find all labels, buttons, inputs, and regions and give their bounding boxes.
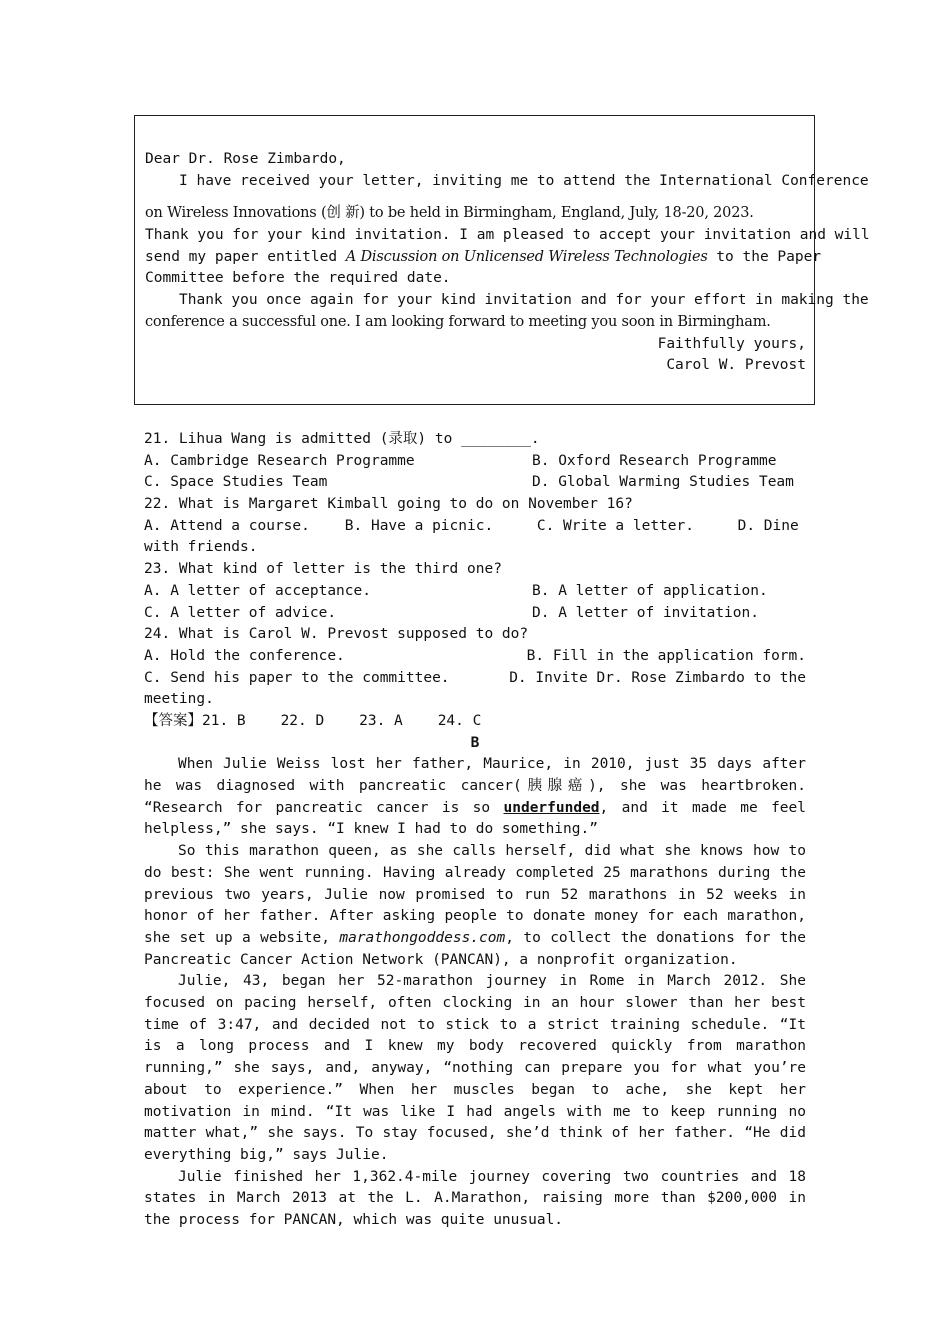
paper-title: A Discussion on Unlicensed Wireless Technologies	[345, 248, 708, 265]
passage-paragraph-4: Julie finished her 1,362.4-mile journey covering two countries and 18 states in March 2013 at the L. A.Marathon, raising more than $200,000 in the process for PANCAN, which was quite unusual.	[144, 1168, 806, 1229]
option-d: D. Global Warming Studies Team	[532, 474, 794, 491]
letter-box	[134, 115, 870, 405]
option-d: D. Invite Dr. Rose Zimbardo to the	[509, 669, 806, 686]
question-24-options-cont: meeting.	[144, 691, 214, 708]
letter-line: on Wireless Innovations (创 新) to be held in Birmingham, England, July, 18-20, 2023.	[145, 205, 754, 222]
letter-line: I have received your letter, inviting me to attend the International Conference	[179, 172, 869, 189]
option-row	[144, 668, 806, 690]
passage-text: , and it made me feel helpless,” she says. “I knew I had to do something.”	[144, 799, 806, 838]
question-21: 21. Lihua Wang is admitted (录取) to ________.	[144, 431, 540, 447]
option-a: A. Cambridge Research Programme	[144, 452, 415, 469]
option-b: B. A letter of application.	[532, 582, 768, 599]
letter-line: Thank you once again for your kind invitation and for your effort in making the	[179, 292, 869, 309]
passage-text: When Julie Weiss lost her father, Maurice, in 2010, just 35 days after he was diagnosed with pancreatic cancer(胰腺癌), she was heartbroken. “Research for pancreatic cancer is so	[144, 756, 806, 816]
letter-line: conference a successful one. I am looking forward to meeting you soon in Birmingham.	[145, 313, 771, 330]
question-23: 23. What kind of letter is the third one?	[144, 561, 502, 578]
option-a: A. Hold the conference.	[144, 647, 345, 664]
option-b: B. Oxford Research Programme	[532, 452, 777, 469]
letter-text: to the Paper	[707, 248, 822, 265]
underlined-word: underfunded	[503, 799, 600, 816]
question-24: 24. What is Carol W. Prevost supposed to do?	[144, 626, 529, 643]
letter-line: Thank you for your kind invitation. I am pleased to accept your invitation and will	[145, 227, 870, 244]
option-d: D. A letter of invitation.	[532, 604, 759, 621]
option-row	[144, 581, 806, 603]
option-row	[144, 603, 806, 625]
option-c: C. A letter of advice.	[144, 604, 337, 621]
letter-text: send my paper entitled	[145, 248, 346, 265]
passage-text: , to collect the donations for the Pancreatic Cancer Action Network (PANCAN), a nonprofit organization.	[144, 929, 806, 968]
passage-paragraph-1	[144, 754, 806, 841]
passage-paragraph-3: Julie, 43, began her 52-marathon journey in Rome in March 2012. She focused on pacing herself, often clocking in an hour slower than her best time of 3:47, and decided not to stick to a strict training schedule. “It is a long process and I knew my body recovered quickly from marathon running,” she says, and, anyway, “nothing can prepare you for what you’re about to experience.” When her muscles began to ache, she kept her motivation in mind. “It was like I had angels with me to keep running no matter what,” she says. To stay focused, she’d think of her father. “He did everything big,” says Julie.	[144, 973, 806, 1163]
passage-text: So this marathon queen, as she calls herself, did what she knows how to do best: She went running. Having already completed 25 marathons during the previous two years, Julie now promised to run 52 marathons in 52 weeks in honor of her father. After asking people to donate money for each marathon, she set up a website,	[144, 843, 806, 946]
website-name: marathongoddess.com	[339, 929, 506, 946]
question-22-options-cont: with friends.	[144, 539, 258, 556]
option-row	[144, 451, 806, 473]
option-a: A. A letter of acceptance.	[144, 582, 371, 599]
letter-content	[145, 149, 870, 377]
answer-key: 【答案】21. B 22. D 23. A 24. C	[144, 712, 482, 729]
option-c: C. Send his paper to the committee.	[144, 669, 450, 686]
question-22-options: A. Attend a course. B. Have a picnic. C. Write a letter. D. Dine	[144, 517, 799, 534]
letter-line	[145, 247, 822, 269]
letter-closing: Faithfully yours,	[657, 335, 806, 352]
option-b: B. Fill in the application form.	[526, 647, 806, 664]
option-row	[144, 472, 806, 494]
letter-salutation: Dear Dr. Rose Zimbardo,	[145, 151, 346, 167]
letter-line: Committee before the required date.	[145, 270, 451, 287]
option-row	[144, 646, 806, 668]
question-22: 22. What is Margaret Kimball going to do on November 16?	[144, 496, 633, 513]
option-c: C. Space Studies Team	[144, 474, 328, 491]
passage-heading: B	[470, 734, 480, 751]
passage-paragraph-2	[144, 841, 806, 971]
questions-section	[144, 429, 806, 1232]
letter-signature: Carol W. Prevost	[666, 357, 806, 374]
